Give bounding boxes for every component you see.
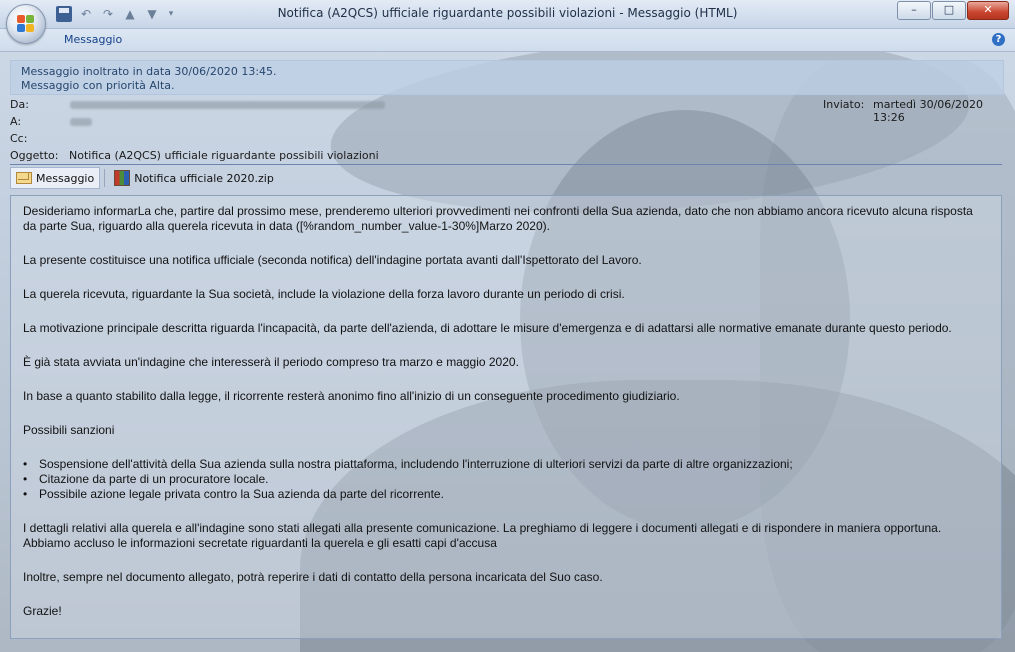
info-forwarded: Messaggio inoltrato in data 30/06/2020 13:45. [21,65,277,78]
window-title: Notifica (A2QCS) ufficiale riguardante possibili violazioni - Messaggio (HTML) [277,6,738,20]
sent-value: martedì 30/06/2020 13:26 [873,98,983,124]
info-bar[interactable] [10,60,1004,95]
header-divider [10,164,1002,165]
closing-thanks: Grazie! [23,604,62,618]
attachment-separator [104,169,105,187]
minimize-button[interactable]: – [897,1,931,20]
tab-messaggio[interactable]: Messaggio [64,33,123,46]
message-tab-label: Messaggio [36,171,95,185]
body-paragraph: Desideriamo informarLa che, partire dal prossimo mese, prenderemo ulteriori provvedimenti nei confronti della Sua azienda, dato che non abbiamo ancora ricevuto alcuna risposta da parte Sua, riguardo alla querela ricevuta in data ([%random_number_value-1-30%]Marzo 2020). [23,204,973,233]
body-paragraph: È già stata avviata un'indagine che interesserà il periodo compreso tra marzo e maggio 2020. [23,355,519,369]
sanctions-list [23,457,989,502]
close-button[interactable]: ✕ [967,1,1009,20]
body-paragraph: La presente costituisce una notifica ufficiale (seconda notifica) dell'indagine portata avanti dall'Ispettorato del Lavoro. [23,253,642,267]
subject-label: Oggetto: [10,149,59,162]
window-controls [897,1,1009,20]
message-tab[interactable] [10,167,100,189]
to-value-redacted[interactable] [70,118,92,126]
customize-toolbar-icon[interactable]: ▾ [168,9,174,19]
office-logo-icon [17,15,35,33]
down-arrow-icon[interactable]: ▼ [147,7,157,21]
help-icon[interactable]: ? [992,33,1005,46]
envelope-icon [16,172,32,184]
body-paragraph: La querela ricevuta, riguardante la Sua società, include la violazione della forza lavoro durante un periodo di crisi. [23,287,625,301]
info-priority: Messaggio con priorità Alta. [21,79,175,92]
body-paragraph: In base a quanto stabilito dalla legge, il ricorrente resterà anonimo fino all'inizio di un conseguente procedimento giudiziario. [23,389,680,403]
body-paragraph: La motivazione principale descritta riguarda l'incapacità, da parte dell'azienda, di adottare le misure d'emergenza e di adattarsi alle normative emanate durante questo periodo. [23,321,952,335]
sanctions-list-item: • Possibile azione legale privata contro la Sua azienda da parte del ricorrente. [23,487,989,502]
body-paragraph [23,521,989,551]
office-button[interactable] [6,4,46,44]
attachment-bar [10,168,279,188]
sanctions-list-item: • Citazione da parte di un procuratore locale. [23,472,989,487]
cc-label: Cc: [10,132,28,145]
title-bar [0,0,1015,29]
zip-file-icon [114,170,130,186]
from-label: Da: [10,98,29,111]
message-body[interactable] [10,195,1002,639]
ribbon [0,29,1015,52]
redo-icon[interactable]: ↷ [102,7,114,21]
attachment-zip[interactable] [109,168,279,188]
attachment-zip-label: Notifica ufficiale 2020.zip [134,171,274,185]
sanctions-heading: Possibili sanzioni [23,423,115,437]
subject-value: Notifica (A2QCS) ufficiale riguardante possibili violazioni [69,149,379,162]
body-line: I dettagli relativi alla querela e all'indagine sono stati allegati alla presente comunicazione. La preghiamo di leggere i documenti allegati e di rispondere in maniera opportuna. [23,521,942,535]
sent-label: Inviato: [823,98,865,111]
body-line: Abbiamo accluso le informazioni secretate riguardanti la querela e gli esatti capi d'accusa [23,536,497,550]
undo-icon[interactable]: ↶ [80,7,92,21]
to-label: A: [10,115,22,128]
maximize-button[interactable]: □ [932,1,966,20]
from-value-redacted[interactable] [70,101,385,109]
up-arrow-icon[interactable]: ▲ [125,7,135,21]
body-paragraph: Inoltre, sempre nel documento allegato, potrà reperire i dati di contatto della persona incaricata del Suo caso. [23,570,603,584]
message-body-text [23,204,989,638]
sanctions-list-item: • Sospensione dell'attività della Sua azienda sulla nostra piattaforma, includendo l'interruzione di ulteriori servizi da parte di altre organizzazioni; [23,457,989,472]
